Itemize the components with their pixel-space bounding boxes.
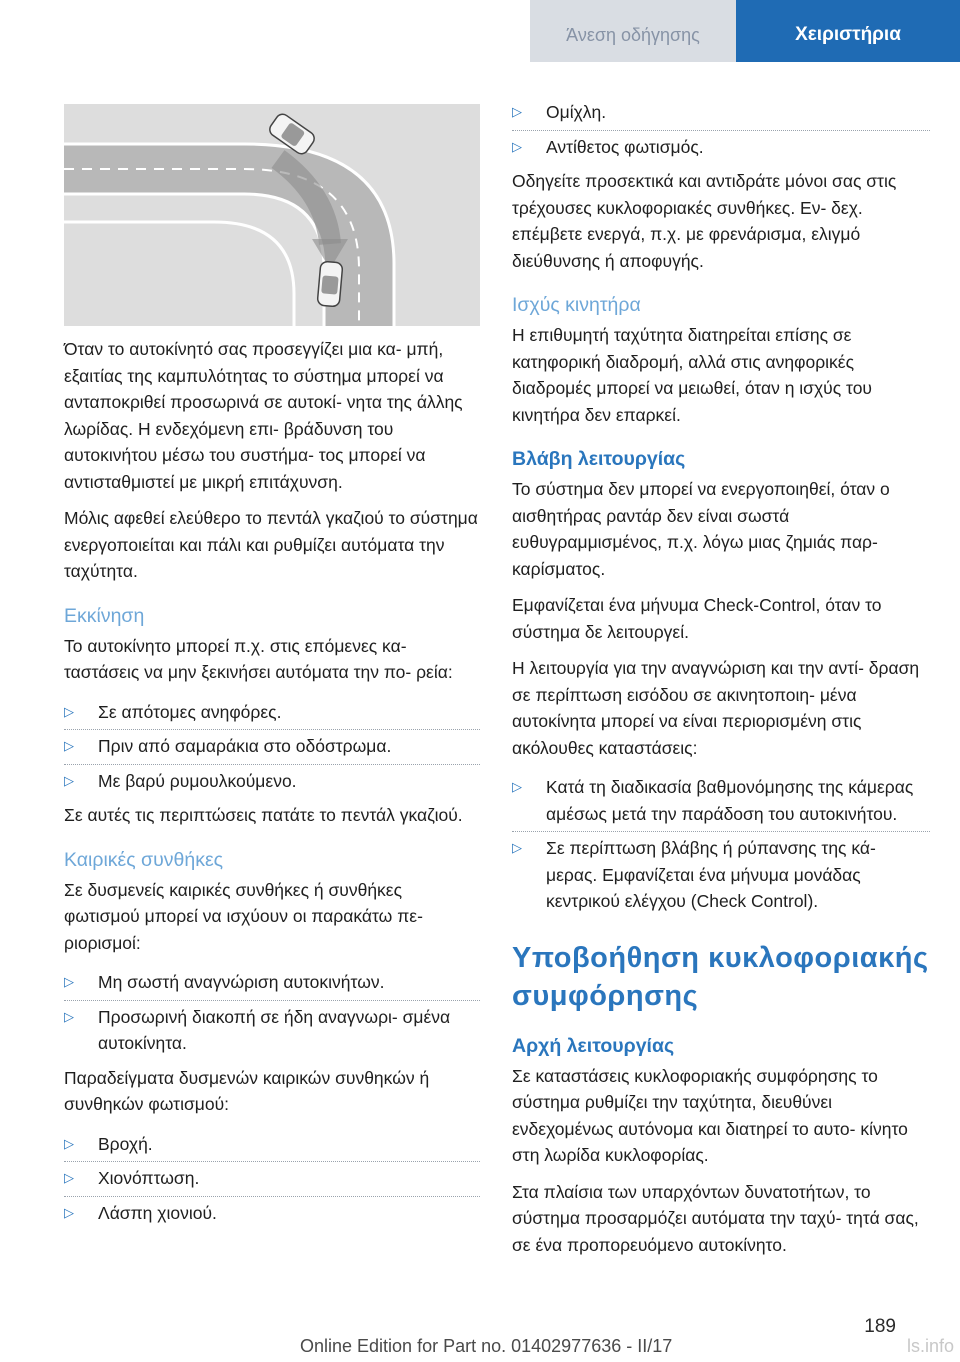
curve-illustration bbox=[64, 104, 480, 326]
list-item: ▷ Μη σωστή αναγνώριση αυτοκινήτων. bbox=[64, 966, 480, 1001]
paragraph: Εμφανίζεται ένα μήνυμα Check-Control, όταν το σύστημα δε λειτουργεί. bbox=[512, 595, 882, 642]
paragraph: Η επιθυμητή ταχύτητα διατηρείται επίσης σε κατηφορική διαδρομή, αλλά στις ανηφορικές διαδρομές μπορεί να μειωθεί, όταν η ισχύς του κινητήρα δεν επαρκεί. bbox=[512, 325, 872, 425]
paragraph: Όταν το αυτοκίνητό σας προσεγγίζει μια κα‐ μπή, εξαιτίας της καμπυλότητας το σύστημα μπορεί να ανταποκριθεί προσωρινά σε αυτοκί‐ νητα της άλλης λωρίδας. Η ενδεχόμενη επι‐ βράδυνση του αυτοκινήτου μέσω του συστήμα‐ τος μπορεί να αντισταθμιστεί με μικρή επιτάχυνση. bbox=[64, 339, 463, 492]
list-item: ▷ Πριν από σαμαράκια στο οδόστρωμα. bbox=[64, 730, 480, 765]
triangle-bullet-icon: ▷ bbox=[64, 738, 74, 753]
right-column bbox=[512, 96, 930, 1268]
list-weather-examples-cont bbox=[512, 96, 930, 164]
triangle-bullet-icon: ▷ bbox=[64, 1135, 74, 1151]
car-icon-lower bbox=[317, 261, 343, 307]
list-item: ▷ Κατά τη διαδικασία βαθμονόμησης της κάμερας αμέσως μετά την παράδοση του αυτοκινήτου. bbox=[512, 771, 930, 832]
paragraph: Σε δυσμενείς καιρικές συνθήκες ή συνθήκες φωτισμού μπορεί να ισχύουν οι παρακάτω πε‐ ριορισμοί: bbox=[64, 879, 423, 953]
list-item: ▷ Χιονόπτωση. bbox=[64, 1162, 480, 1197]
triangle-bullet-icon: ▷ bbox=[512, 840, 522, 855]
heading-start: Εκκίνηση bbox=[64, 604, 145, 627]
list-start-conditions bbox=[64, 696, 480, 799]
list-item: ▷ Λάσπη χιονιού. bbox=[64, 1197, 480, 1231]
list-item: ▷ Σε απότομες ανηφόρες. bbox=[64, 696, 480, 731]
paragraph: Οδηγείτε προσεκτικά και αντιδράτε μόνοι σας στις τρέχουσες κυκλοφοριακές συνθήκες. Εν‐ δεχ. επέμβετε ενεργά, π.χ. με φρενάρισμα, ελιγμό διεύθυνσης ή αποφυγής. bbox=[512, 171, 897, 271]
heading-traffic-jam-assistant: Υποβοήθηση κυκλοφοριακής συμφόρησης bbox=[512, 941, 929, 1012]
edition-note: Online Edition for Part no. 01402977636 - II/17 bbox=[300, 1336, 673, 1356]
triangle-bullet-icon: ▷ bbox=[512, 104, 522, 119]
page-footer bbox=[0, 1314, 960, 1362]
heading-malfunction: Βλάβη λειτουργίας bbox=[512, 448, 686, 470]
paragraph: Μόλις αφεθεί ελεύθερο το πεντάλ γκαζιού το σύστημα ενεργοποιείται και πάλι και ρυθμίζει αυτόματα την ταχύτητα. bbox=[64, 508, 478, 581]
paragraph: Στα πλαίσια των υπαρχόντων δυνατοτήτων, το σύστημα προσαρμόζει αυτόματα την ταχύ‐ τητά σας, σε ένα προπορευόμενο αυτοκίνητο. bbox=[512, 1181, 919, 1255]
list-restrictions bbox=[64, 966, 480, 1061]
paragraph: Η λειτουργία για την αναγνώριση και την αντί‐ δραση σε περίπτωση εισόδου σε ακινητοποιη‐ μένα αυτοκίνητα μπορεί να είναι περιορισμένη στις ακόλουθες καταστάσεις: bbox=[512, 658, 920, 758]
list-item: ▷ Ομίχλη. bbox=[512, 96, 930, 131]
triangle-bullet-icon: ▷ bbox=[64, 1008, 74, 1024]
list-item: ▷ Σε περίπτωση βλάβης ή ρύπανσης της κά‐ μερας. Εμφανίζεται ένα μήνυμα μονάδας κεντρικού ελέγχου (Check Control). bbox=[512, 832, 930, 919]
paragraph: Το αυτοκίνητο μπορεί π.χ. στις επόμενες κα‐ ταστάσεις να μην ξεκινήσει αυτόματα την πο‐ ρεία: bbox=[64, 635, 453, 682]
triangle-bullet-icon: ▷ bbox=[64, 703, 74, 719]
paragraph: Παραδείγματα δυσμενών καιρικών συνθηκών ή συνθηκών φωτισμού: bbox=[64, 1067, 430, 1114]
heading-engine-power: Ισχύς κινητήρα bbox=[512, 294, 641, 316]
heading-principle: Αρχή λειτουργίας bbox=[512, 1034, 675, 1057]
header-section-title: Άνεση οδήγησης bbox=[530, 0, 736, 62]
list-limitations bbox=[512, 771, 930, 919]
triangle-bullet-icon: ▷ bbox=[512, 138, 522, 154]
list-weather-examples bbox=[64, 1128, 480, 1231]
triangle-bullet-icon: ▷ bbox=[64, 974, 74, 989]
triangle-bullet-icon: ▷ bbox=[64, 772, 74, 788]
heading-weather: Καιρικές συνθήκες bbox=[64, 848, 224, 871]
list-item: ▷ Βροχή. bbox=[64, 1128, 480, 1163]
list-item: ▷ Αντίθετος φωτισμός. bbox=[512, 131, 930, 165]
paragraph: Σε αυτές τις περιπτώσεις πατάτε το πεντάλ γκαζιού. bbox=[64, 805, 463, 825]
triangle-bullet-icon: ▷ bbox=[64, 1170, 74, 1185]
page-header bbox=[0, 0, 960, 62]
paragraph: Σε καταστάσεις κυκλοφοριακής συμφόρησης το σύστημα ρυθμίζει την ταχύτητα, διευθύνει ενδεχομένως αυτόνομα και διατηρεί το αυτο‐ κίνητο στη λωρίδα κυκλοφορίας. bbox=[512, 1065, 908, 1165]
left-column bbox=[64, 104, 480, 1234]
header-chapter-tab: Χειριστήρια bbox=[736, 0, 960, 62]
page-number: 189 bbox=[864, 1316, 896, 1337]
list-item: ▷ Με βαρύ ρυμουλκούμενο. bbox=[64, 765, 480, 799]
watermark: ls.info bbox=[906, 1336, 954, 1356]
paragraph: Το σύστημα δεν μπορεί να ενεργοποιηθεί, όταν ο αισθητήρας ραντάρ δεν είναι σωστά ευθυγραμμισμένος, π.χ. λόγω μιας ζημιάς παρ‐ καρίσματος. bbox=[512, 479, 890, 579]
triangle-bullet-icon: ▷ bbox=[512, 779, 522, 794]
list-item: ▷ Προσωρινή διακοπή σε ήδη αναγνωρι‐ σμένα αυτοκίνητα. bbox=[64, 1001, 480, 1061]
triangle-bullet-icon: ▷ bbox=[64, 1204, 74, 1220]
